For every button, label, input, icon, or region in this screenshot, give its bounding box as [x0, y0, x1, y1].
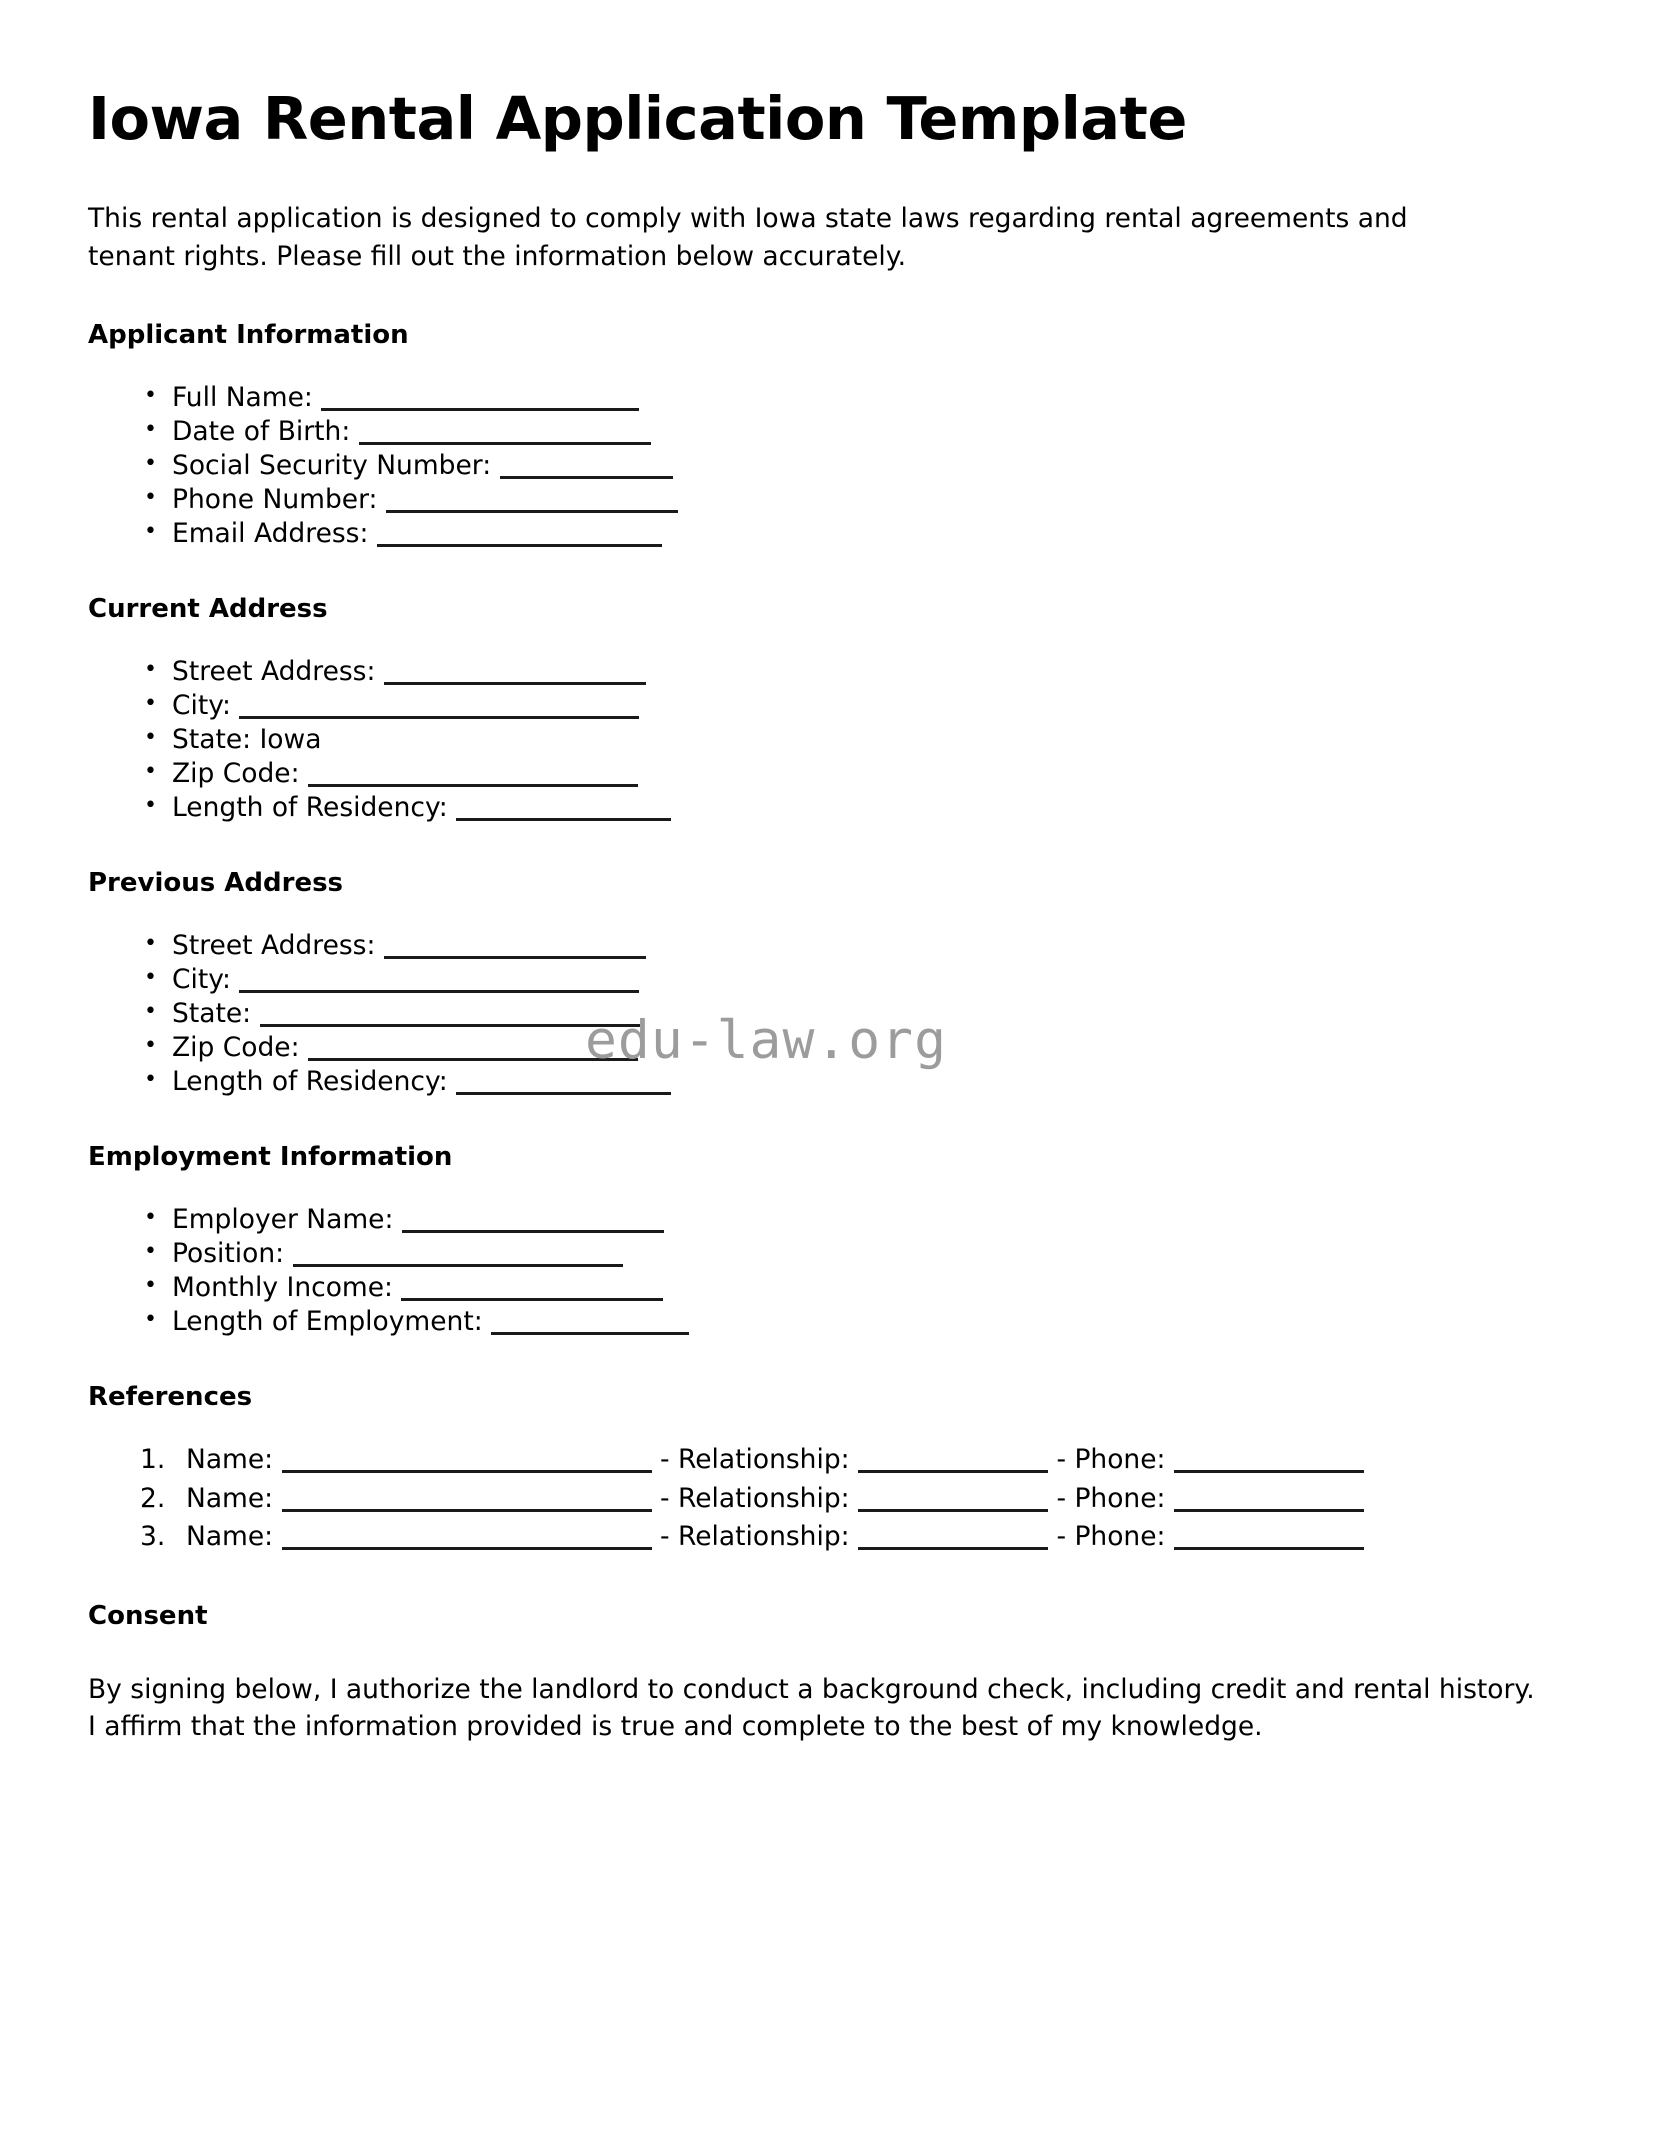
fill-in-blank[interactable] [321, 407, 639, 411]
reference-phone-segment [1056, 1444, 1363, 1475]
reference-relationship-blank[interactable] [858, 1508, 1048, 1512]
field-label: Phone Number: [172, 484, 378, 516]
reference-name-blank[interactable] [282, 1469, 652, 1473]
reference-relationship-segment [660, 1521, 1048, 1552]
field-row [140, 1237, 1576, 1271]
field-label: Zip Code: [172, 758, 300, 790]
reference-name-segment [186, 1483, 652, 1514]
section-heading-applicant-information: Applicant Information [88, 320, 409, 351]
reference-row [140, 1482, 1486, 1516]
field-row [140, 381, 1576, 415]
field-row [140, 929, 1576, 963]
field-label: Employer Name: [172, 1204, 394, 1236]
reference-relationship-label: - Relationship: [659, 1521, 850, 1553]
fill-in-blank[interactable] [491, 1331, 689, 1335]
fill-in-blank[interactable] [377, 543, 662, 547]
field-row [140, 517, 1576, 551]
field-list-current-address [88, 655, 1576, 825]
field-row [140, 1203, 1576, 1237]
field-list-employment-information [88, 1203, 1576, 1339]
reference-list [88, 1443, 1576, 1554]
reference-phone-blank[interactable] [1174, 1508, 1364, 1512]
field-row [140, 1031, 1576, 1065]
reference-relationship-label: - Relationship: [659, 1482, 850, 1514]
fill-in-blank[interactable] [500, 475, 673, 479]
field-label: Street Address: [172, 656, 376, 688]
section-heading-references: References [88, 1382, 253, 1413]
section-heading-consent: Consent [88, 1600, 208, 1631]
consent-paragraph: By signing below, I authorize the landlord to conduct a background check, including credit and rental history. I affirm that the information provided is true and complete to the best of my knowledge. [88, 1673, 1535, 1743]
reference-phone-blank[interactable] [1174, 1546, 1364, 1550]
field-row [140, 415, 1576, 449]
reference-name-label: Name: [186, 1482, 274, 1514]
field-row [140, 757, 1576, 791]
field-list-applicant-information [88, 381, 1576, 551]
field-label: Monthly Income: [172, 1272, 393, 1304]
fill-in-blank[interactable] [401, 1297, 663, 1301]
field-row [140, 449, 1576, 483]
reference-relationship-label: - Relationship: [659, 1444, 850, 1476]
reference-phone-label: - Phone: [1056, 1444, 1166, 1476]
reference-name-segment [186, 1444, 652, 1475]
field-label: State: Iowa [172, 724, 322, 756]
fill-in-blank[interactable] [239, 715, 639, 719]
field-row [140, 791, 1576, 825]
reference-relationship-blank[interactable] [858, 1469, 1048, 1473]
fill-in-blank[interactable] [456, 817, 671, 821]
field-label: Length of Residency: [172, 1066, 448, 1098]
fill-in-blank[interactable] [386, 509, 678, 513]
site-watermark: edu-law.org [585, 1010, 947, 1071]
reference-row [140, 1520, 1486, 1554]
fill-in-blank[interactable] [308, 783, 638, 787]
fill-in-blank[interactable] [384, 681, 646, 685]
field-row [140, 723, 1576, 757]
reference-phone-label: - Phone: [1056, 1482, 1166, 1514]
reference-name-blank[interactable] [282, 1508, 652, 1512]
field-label: State: [172, 998, 252, 1030]
field-row [140, 997, 1576, 1031]
field-row [140, 689, 1576, 723]
field-row [140, 963, 1576, 997]
field-list-previous-address [88, 929, 1576, 1099]
section-heading-employment-information: Employment Information [88, 1142, 453, 1173]
field-label: Social Security Number: [172, 450, 492, 482]
field-label: Street Address: [172, 930, 376, 962]
field-row [140, 483, 1576, 517]
reference-phone-segment [1056, 1521, 1363, 1552]
field-label: City: [172, 690, 231, 722]
reference-phone-blank[interactable] [1174, 1469, 1364, 1473]
fill-in-blank[interactable] [239, 989, 639, 993]
reference-name-label: Name: [186, 1521, 274, 1553]
field-label: Email Address: [172, 518, 369, 550]
page-title: Iowa Rental Application Template [88, 84, 1187, 153]
reference-relationship-segment [660, 1444, 1048, 1475]
field-row [140, 1065, 1576, 1099]
reference-name-segment [186, 1521, 652, 1552]
reference-phone-segment [1056, 1483, 1363, 1514]
field-row [140, 655, 1576, 689]
reference-name-label: Name: [186, 1444, 274, 1476]
section-heading-previous-address: Previous Address [88, 868, 344, 899]
field-label: Full Name: [172, 382, 313, 414]
fill-in-blank[interactable] [402, 1229, 664, 1233]
field-label: Length of Employment: [172, 1306, 483, 1338]
field-label: City: [172, 964, 231, 996]
reference-phone-label: - Phone: [1056, 1521, 1166, 1553]
field-label: Zip Code: [172, 1032, 300, 1064]
section-heading-current-address: Current Address [88, 594, 328, 625]
field-row [140, 1271, 1576, 1305]
field-label: Date of Birth: [172, 416, 351, 448]
reference-relationship-segment [660, 1483, 1048, 1514]
fill-in-blank[interactable] [260, 1023, 640, 1027]
field-label: Position: [172, 1238, 285, 1270]
fill-in-blank[interactable] [359, 441, 651, 445]
field-label: Length of Residency: [172, 792, 448, 824]
intro-paragraph: This rental application is designed to comply with Iowa state laws regarding rental agreements and tenant rights. Please fill out the information below accurately. [88, 203, 1408, 272]
reference-name-blank[interactable] [282, 1546, 652, 1550]
reference-relationship-blank[interactable] [858, 1546, 1048, 1550]
reference-row [140, 1443, 1486, 1477]
field-row [140, 1305, 1576, 1339]
fill-in-blank[interactable] [293, 1263, 623, 1267]
fill-in-blank[interactable] [308, 1057, 638, 1061]
fill-in-blank[interactable] [456, 1091, 671, 1095]
fill-in-blank[interactable] [384, 955, 646, 959]
